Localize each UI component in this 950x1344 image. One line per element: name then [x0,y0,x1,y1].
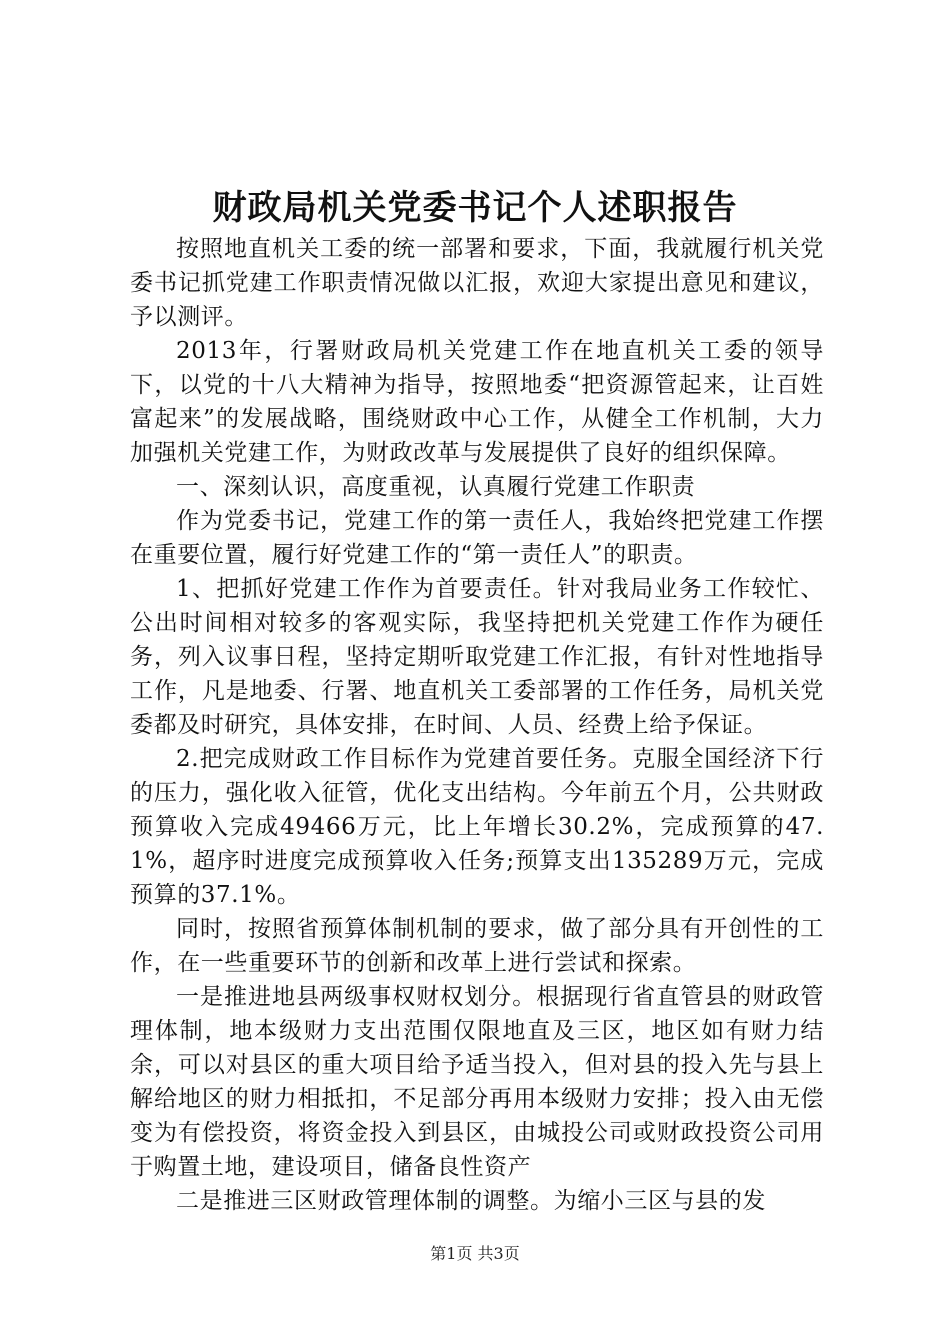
paragraph-item-2: 2.把完成财政工作目标作为党建首要任务。克服全国经济下行的压力，强化收入征管，优化支出结构。今年前五个月，公共财政预算收入完成49466万元，比上年增长30.2%，完成预算的47.1%，超序时进度完成预算收入任务;预算支出135289万元，完成预算的37.1%。 [130,746,824,908]
paragraph-responsibility: 作为党委书记，党建工作的第一责任人，我始终把党建工作摆在重要位置，履行好党建工作的“第一责任人”的职责。 [130,508,824,568]
paragraph-reform-2: 二是推进三区财政管理体制的调整。为缩小三区与县的发 [176,1188,766,1214]
page-footer: 第1页 共3页 [430,1244,520,1263]
paragraph-intro: 按照地直机关工委的统一部署和要求，下面，我就履行机关党委书记抓党建工作职责情况做以汇报，欢迎大家提出意见和建议，予以测评。 [130,236,824,330]
paragraph-item-1: 1、把抓好党建工作作为首要责任。针对我局业务工作较忙、公出时间相对较多的客观实际，我坚持把机关党建工作作为硬任务，列入议事日程，坚持定期听取党建工作汇报，有针对性地指导工作，凡是地委、行署、地直机关工委部署的工作任务，局机关党委都及时研究，具体安排，在时间、人员、经费上给予保证。 [130,576,824,738]
document-title: 财政局机关党委书记个人述职报告 [212,188,738,228]
paragraph-reform: 同时，按照省预算体制机制的要求，做了部分具有开创性的工作，在一些重要环节的创新和改革上进行尝试和探索。 [130,916,824,976]
paragraph-overview: 2013年，行署财政局机关党建工作在地直机关工委的领导下，以党的十八大精神为指导，按照地委“把资源管起来，让百姓富起来”的发展战略，围绕财政中心工作，从健全工作机制，大力加强机关党建工作，为财政改革与发展提供了良好的组织保障。 [130,338,824,466]
document-body [130,232,824,1218]
paragraph-reform-1: 一是推进地县两级事权财权划分。根据现行省直管县的财政管理体制，地本级财力支出范围仅限地直及三区，地区如有财力结余，可以对县区的重大项目给予适当投入，但对县的投入先与县上解给地区的财力相抵扣，不足部分再用本级财力安排；投入由无偿变为有偿投资，将资金投入到县区，由城投公司或财政投资公司用于购置土地，建设项目，储备良性资产 [130,984,824,1180]
section-heading-1: 一、深刻认识，高度重视，认真履行党建工作职责 [176,474,696,500]
